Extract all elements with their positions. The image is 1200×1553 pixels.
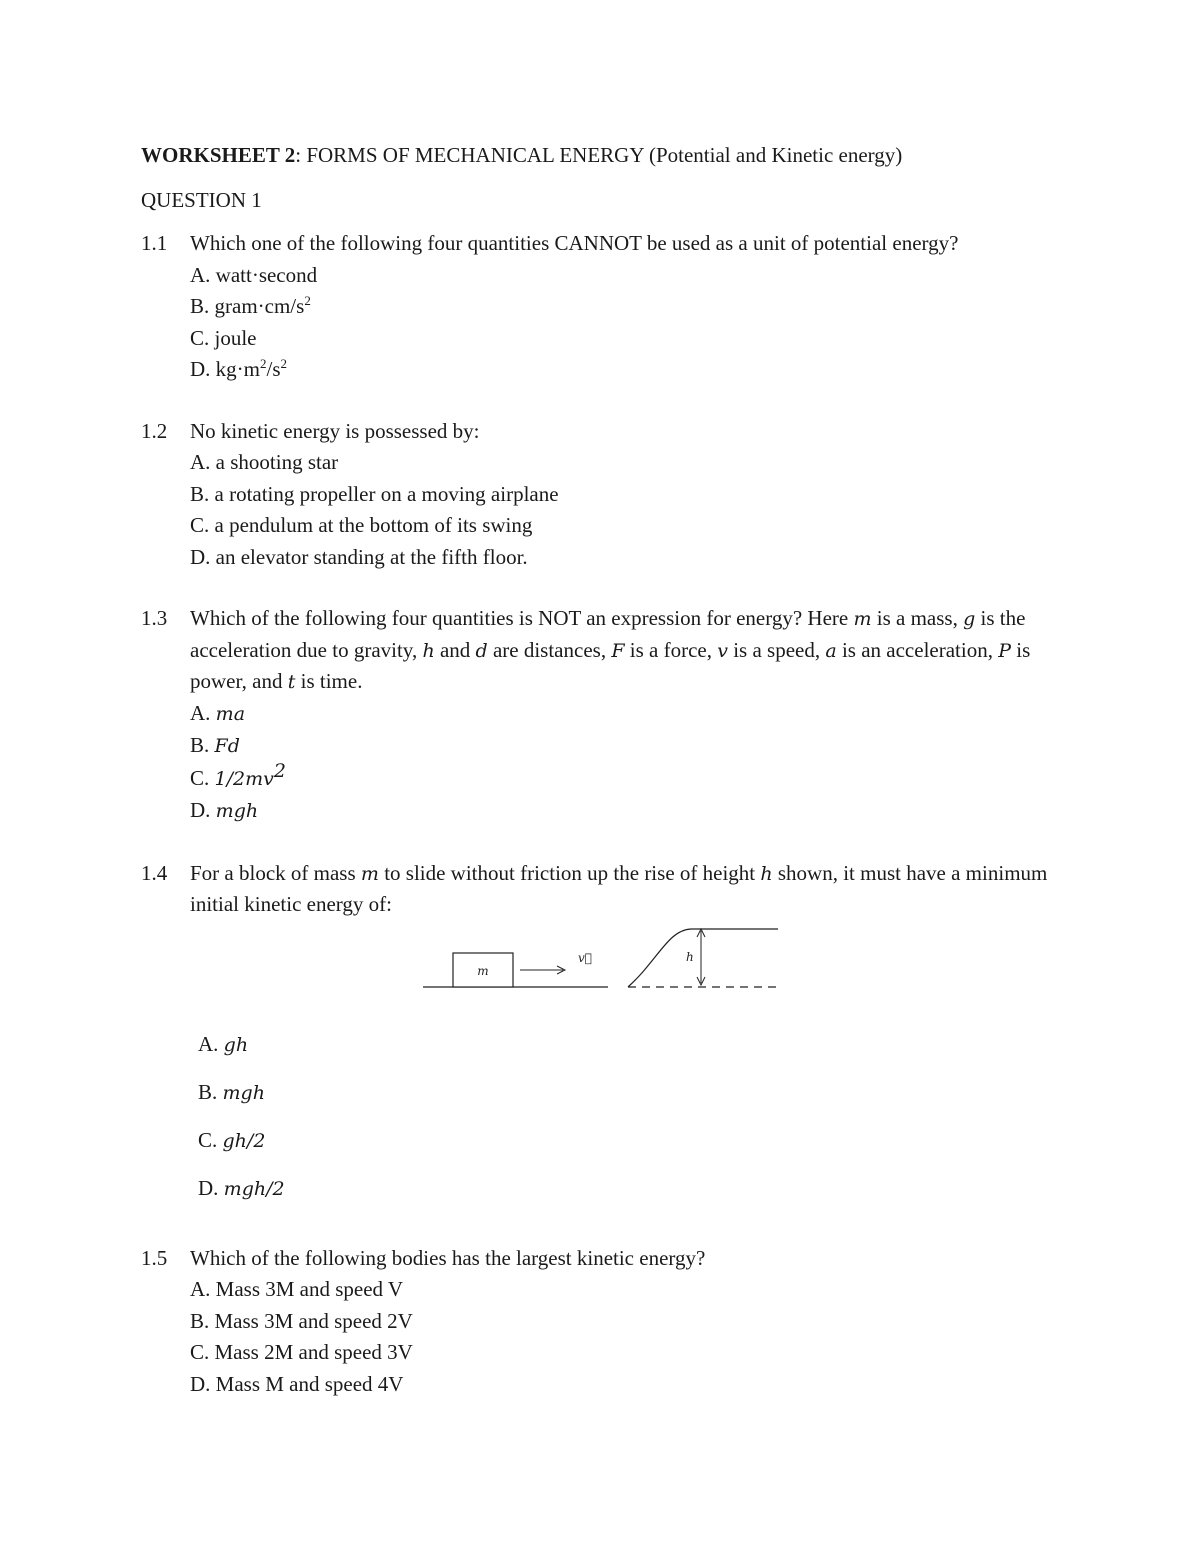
option-label: C. — [190, 765, 215, 790]
superscript: 2 — [280, 356, 288, 371]
math-var: m — [360, 862, 379, 885]
velocity-label: v⃗ — [578, 950, 592, 965]
option-a: A. watt·second — [190, 262, 318, 287]
option-c: C. joule — [190, 325, 257, 350]
question-number: 1.4 — [141, 860, 168, 885]
option-b: B. a rotating propeller on a moving airplane — [190, 481, 559, 506]
stem-text: is time. — [295, 669, 363, 693]
math-var: F — [611, 639, 625, 662]
stem-text: Which of the following four quantities is NOT an expression for energy? Here — [190, 606, 854, 630]
question-stem: Which one of the following four quantities CANNOT be used as a unit of potential energy? — [190, 231, 959, 255]
math-expression: mgh — [222, 1081, 265, 1104]
option-label: A. — [190, 700, 216, 725]
stem-text: is a force, — [624, 637, 718, 662]
block-label: m — [477, 963, 489, 978]
option-b: B. Mass 3M and speed 2V — [190, 1308, 413, 1333]
math-var: d — [475, 639, 488, 662]
math-expression: ma — [215, 702, 246, 725]
worksheet-title — [141, 140, 1071, 172]
question-1-4 — [141, 858, 1071, 1213]
math-expression: gh/2 — [222, 1129, 266, 1152]
question-1-3 — [141, 603, 1071, 828]
math-var: m — [853, 608, 872, 630]
question-number: 1.2 — [141, 418, 168, 443]
math-var: a — [825, 639, 837, 662]
question-stem — [190, 858, 1071, 921]
math-var: g — [963, 608, 976, 630]
height-label: h — [686, 949, 694, 964]
stem-text: is the acceleration due to gravity, — [190, 606, 1026, 662]
question-1-5 — [141, 1243, 1071, 1401]
option-d: D. an elevator standing at the fifth floor. — [190, 544, 528, 569]
option-text: D. kg·m — [190, 357, 260, 381]
worksheet-title-bold: WORKSHEET 2 — [141, 143, 296, 167]
option-label: B. — [190, 733, 215, 757]
option-b — [190, 730, 1071, 763]
stem-text: is a speed, — [727, 637, 826, 662]
math-expression: mgh/2 — [223, 1177, 285, 1200]
option-d — [190, 795, 1071, 828]
stem-text: and — [434, 637, 476, 662]
worksheet-page — [141, 140, 1071, 1430]
question-number: 1.1 — [141, 231, 168, 255]
option-a — [190, 698, 1071, 731]
math-var: h — [760, 862, 773, 885]
option-label: B. — [198, 1079, 223, 1104]
section-heading: QUESTION 1 — [141, 187, 262, 212]
option-a: A. a shooting star — [190, 450, 339, 474]
ramp-figure — [190, 925, 890, 1015]
stem-text: is a mass, — [871, 606, 964, 630]
option-label: C. — [198, 1127, 223, 1152]
superscript: 2 — [304, 293, 311, 308]
stem-text: is power, and — [190, 637, 1031, 693]
worksheet-title-rest: : FORMS OF MECHANICAL ENERGY (Potential and Kinetic energy) — [295, 143, 903, 167]
option-d — [190, 1165, 1071, 1213]
stem-text: For a block of mass — [190, 860, 361, 885]
stem-text: is an acceleration, — [836, 637, 999, 662]
option-c: C. Mass 2M and speed 3V — [190, 1340, 413, 1364]
option-b — [190, 1069, 1071, 1117]
question-stem — [190, 603, 1071, 698]
option-label: D. — [198, 1175, 224, 1200]
option-c — [190, 759, 1071, 796]
option-label: D. — [190, 798, 216, 822]
option-d: D. Mass M and speed 4V — [190, 1371, 404, 1396]
question-1-2 — [141, 416, 1071, 574]
math-expression: 1/2mv — [214, 767, 274, 790]
math-var: t — [287, 671, 296, 693]
option-text: /s — [266, 357, 281, 381]
ramp-curve — [628, 929, 778, 987]
question-number: 1.3 — [141, 606, 168, 630]
stem-text: are distances, — [487, 637, 612, 662]
question-stem: Which of the following bodies has the largest kinetic energy? — [190, 1245, 706, 1270]
option-label: A. — [198, 1031, 224, 1056]
math-var: h — [422, 639, 435, 662]
question-stem: No kinetic energy is possessed by: — [190, 418, 480, 443]
math-expression: Fd — [214, 735, 240, 757]
superscript: 2 — [273, 759, 286, 782]
option-c — [190, 1117, 1071, 1165]
option-d — [190, 354, 1071, 386]
stem-text: shown, it must have a minimum initial kinetic energy of: — [190, 860, 1048, 916]
question-1-1 — [141, 228, 1071, 386]
option-text: B. gram·cm/s — [190, 294, 305, 318]
question-number: 1.5 — [141, 1245, 168, 1270]
superscript: 2 — [260, 356, 267, 371]
math-expression: gh — [223, 1033, 249, 1056]
option-a — [190, 1021, 1071, 1069]
option-a: A. Mass 3M and speed V — [190, 1277, 404, 1301]
option-b — [190, 291, 1071, 323]
ramp-diagram — [423, 925, 783, 1000]
math-expression: mgh — [215, 800, 259, 822]
math-var: v — [717, 639, 728, 662]
math-var: P — [998, 639, 1011, 662]
stem-text: to slide without friction up the rise of height — [378, 860, 761, 885]
option-c: C. a pendulum at the bottom of its swing — [190, 513, 533, 537]
